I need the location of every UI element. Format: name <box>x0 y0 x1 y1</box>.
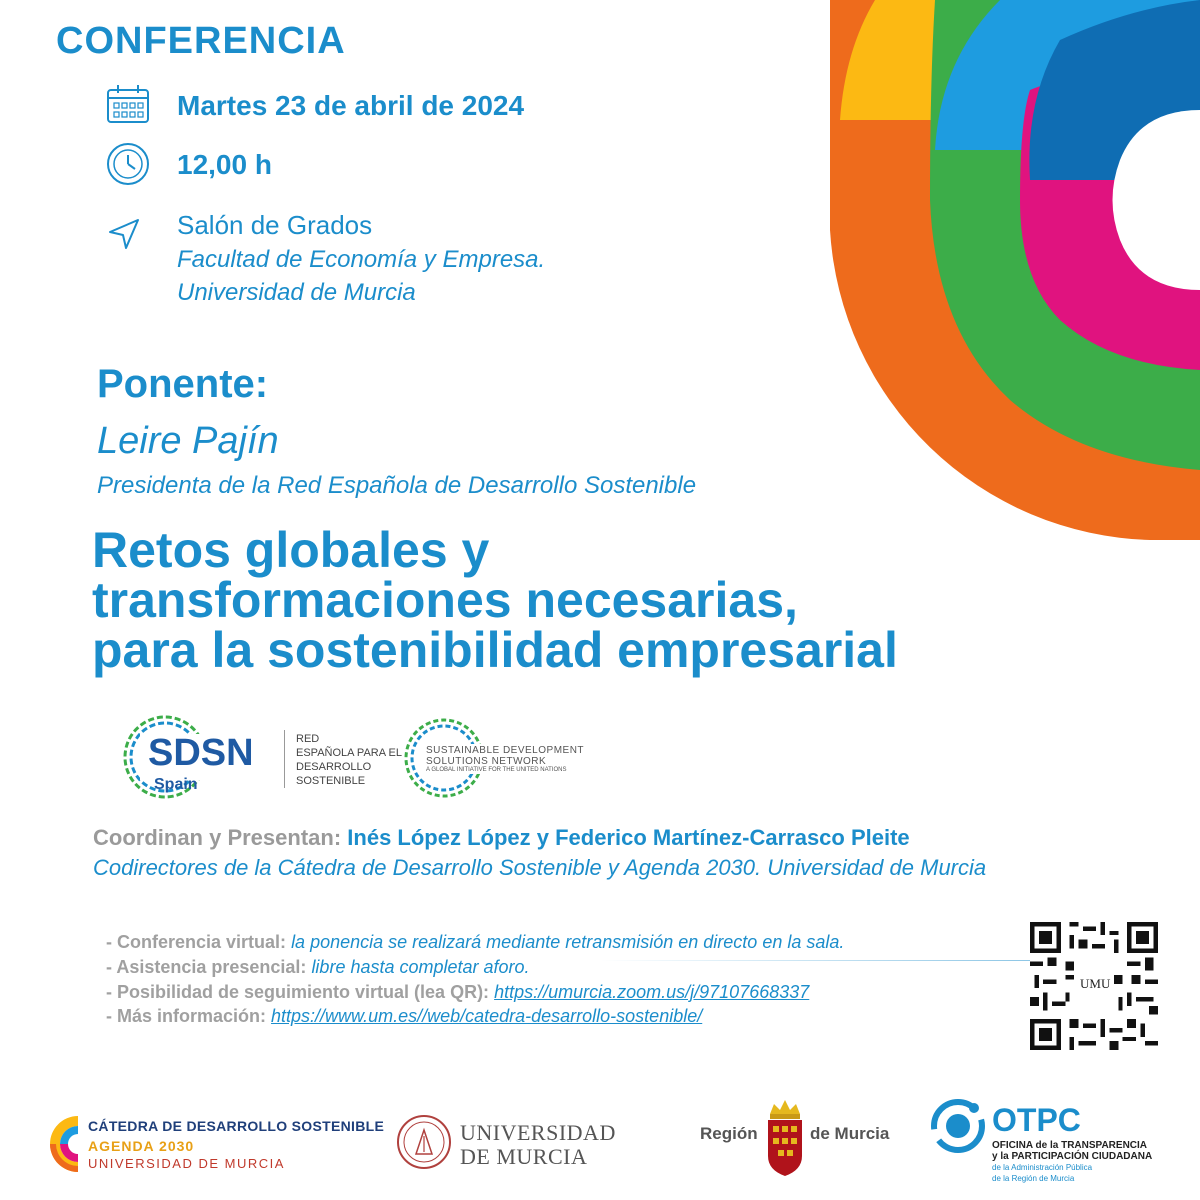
note-more-info <box>106 1006 702 1027</box>
region-right-text: de Murcia <box>810 1124 890 1143</box>
otpc-text <box>992 1140 1152 1184</box>
qr-center-label: UMU <box>1080 976 1111 991</box>
sdsn-spain-logo <box>120 712 410 802</box>
sdsn-network-line: A GLOBAL INITIATIVE FOR THE UNITED NATIONS <box>426 767 567 773</box>
event-date: Martes 23 de abril de 2024 <box>177 90 525 121</box>
university-seal-icon <box>396 1112 452 1172</box>
catedra-line2: AGENDA 2030 <box>88 1138 195 1154</box>
note-virtual-conference <box>106 932 844 953</box>
region-murcia-logo <box>700 1098 900 1178</box>
note-in-person <box>106 957 530 978</box>
colorful-arcs-graphic <box>830 0 1200 540</box>
sdsn-network-line: SUSTAINABLE DEVELOPMENT <box>426 745 585 756</box>
catedra-line3: UNIVERSIDAD DE MURCIA <box>88 1156 285 1171</box>
otpc-circle-icon <box>930 1098 986 1154</box>
otpc-line1: OFICINA de la TRANSPARENCIA <box>992 1140 1148 1151</box>
sdsn-country: Spain <box>154 776 198 793</box>
note-text: libre hasta completar aforo. <box>311 957 530 977</box>
otpc-line3: de la Administración Pública <box>992 1163 1093 1172</box>
speaker-name: Leire Pajín <box>97 420 279 462</box>
note-decor-line <box>600 960 1030 961</box>
sdsn-red-line: DESARROLLO <box>296 761 372 773</box>
talk-title-line: transformaciones necesarias, <box>92 572 798 628</box>
event-place-faculty: Facultad de Economía y Empresa. <box>177 246 546 273</box>
otpc-line2: y la PARTICIPACIÓN CIUDADANA <box>992 1151 1153 1162</box>
speaker-heading: Ponente: <box>97 362 269 406</box>
speaker-role: Presidenta de la Red Española de Desarrollo Sostenible <box>97 472 697 499</box>
catedra-line1: CÁTEDRA DE DESARROLLO SOSTENIBLE <box>88 1118 385 1134</box>
sdsn-network-logo <box>402 716 612 800</box>
conference-heading: CONFERENCIA <box>56 20 346 62</box>
note-label: - Posibilidad de seguimiento virtual (lea QR): <box>106 982 490 1002</box>
note-label: - Más información: <box>106 1006 267 1026</box>
otpc-line4: de la Región de Murcia <box>992 1174 1075 1183</box>
calendar-icon <box>106 84 150 124</box>
talk-title-line: para la sostenibilidad empresarial <box>92 622 898 678</box>
qr-code[interactable] <box>1030 922 1158 1050</box>
universidad-murcia-logo <box>396 1112 626 1174</box>
sdsn-acronym: SDSN <box>148 732 254 774</box>
note-zoom <box>106 982 809 1003</box>
coordinators-names: Inés López López y Federico Martínez-Carrasco Pleite <box>347 825 910 850</box>
coordinators-line <box>93 825 910 851</box>
catedra-logo <box>40 1110 385 1176</box>
sdsn-red-line: SOSTENIBLE <box>296 775 366 787</box>
otpc-acronym: OTPC <box>992 1102 1081 1138</box>
note-text: la ponencia se realizará mediante retransmisión en directo en la sala. <box>291 932 845 952</box>
talk-title <box>92 522 898 678</box>
coordinators-subtitle: Codirectores de la Cátedra de Desarrollo Sostenible y Agenda 2030. Universidad de Murcia <box>93 855 987 880</box>
talk-title-line: Retos globales y <box>92 522 490 578</box>
event-place: Salón de Grados <box>177 210 373 240</box>
sdsn-red-line: RED <box>296 733 320 745</box>
catedra-arc-icon <box>40 1114 80 1174</box>
sdsn-network-line: SOLUTIONS NETWORK <box>426 756 547 767</box>
location-arrow-icon <box>106 216 142 252</box>
info-link[interactable]: https://www.um.es//web/catedra-desarrollo-sostenible/ <box>271 1006 703 1026</box>
note-label: - Conferencia virtual: <box>106 932 287 952</box>
event-place-university: Universidad de Murcia <box>177 279 416 306</box>
coordinators-label: Coordinan y Presentan: <box>93 825 342 850</box>
sdsn-network-text <box>424 744 586 774</box>
region-left-text: Región <box>700 1124 758 1143</box>
um-line1: UNIVERSIDAD <box>460 1120 616 1145</box>
event-time: 12,00 h <box>177 149 272 180</box>
sdsn-red-text <box>296 732 402 788</box>
note-label: - Asistencia presencial: <box>106 957 307 977</box>
um-line2: DE MURCIA <box>460 1144 588 1169</box>
clock-icon <box>106 142 150 186</box>
sdsn-divider <box>284 730 285 788</box>
region-coat-of-arms-icon <box>762 1098 808 1178</box>
zoom-link[interactable]: https://umurcia.zoom.us/j/97107668337 <box>494 982 810 1002</box>
otpc-logo <box>930 1098 1160 1190</box>
sdsn-red-line: ESPAÑOLA PARA EL <box>296 747 402 759</box>
